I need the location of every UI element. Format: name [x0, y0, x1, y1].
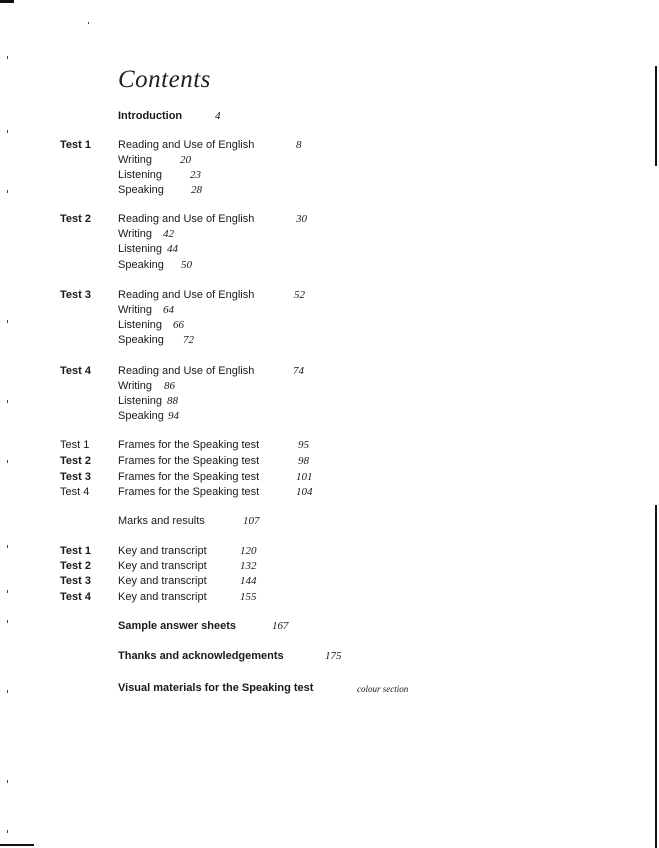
toc-item-page: 50	[181, 259, 192, 271]
toc-item[interactable]: Speaking	[118, 410, 164, 422]
toc-item-page: 66	[173, 319, 184, 331]
test-3-label: Test 3	[60, 289, 91, 301]
frames-test-2-label: Test 2	[60, 455, 91, 467]
toc-introduction[interactable]: Introduction	[118, 110, 183, 122]
toc-item[interactable]: Reading and Use of English	[118, 213, 255, 225]
toc-introduction-page: 4	[215, 110, 221, 122]
toc-sample-answer-sheets[interactable]: Sample answer sheets	[118, 620, 237, 632]
toc-frames-page: 98	[298, 455, 309, 467]
toc-key-item[interactable]: Key and transcript	[118, 560, 207, 572]
toc-key-page: 144	[240, 575, 257, 587]
toc-item[interactable]: Reading and Use of English	[118, 139, 255, 151]
toc-item-page: 30	[296, 213, 307, 225]
scan-dot	[7, 190, 8, 193]
scan-dot	[7, 460, 8, 463]
toc-item-page: 42	[163, 228, 174, 240]
test-2-label: Test 2	[60, 213, 91, 225]
scan-dot	[7, 590, 8, 593]
toc-item-page: 86	[164, 380, 175, 392]
toc-item-page: 52	[294, 289, 305, 301]
scan-dot	[7, 56, 8, 59]
toc-item[interactable]: Writing	[118, 380, 153, 392]
toc-key-page: 155	[240, 591, 257, 603]
right-edge-line-upper	[655, 66, 657, 166]
toc-item-page: 28	[191, 184, 202, 196]
frames-test-3-label: Test 3	[60, 471, 91, 483]
toc-sample-page: 167	[272, 620, 289, 632]
scan-dot	[7, 620, 8, 623]
frames-test-1-label: Test 1	[60, 439, 90, 451]
right-edge-line-lower	[655, 505, 657, 848]
toc-item[interactable]: Reading and Use of English	[118, 365, 255, 377]
scan-dot	[88, 22, 89, 24]
scan-dot	[7, 320, 8, 323]
toc-key-item[interactable]: Key and transcript	[118, 545, 207, 557]
toc-item-page: 44	[167, 243, 178, 255]
toc-item[interactable]: Reading and Use of English	[118, 289, 255, 301]
scan-dot	[7, 780, 8, 783]
scan-dot	[7, 130, 8, 133]
test-4-label: Test 4	[60, 365, 91, 377]
scan-dot	[7, 690, 8, 693]
page-title: Contents	[118, 66, 211, 93]
toc-item[interactable]: Listening	[118, 243, 163, 255]
toc-frames-page: 104	[296, 486, 313, 498]
toc-item-page: 8	[296, 139, 302, 151]
scan-dot	[7, 545, 8, 548]
toc-item[interactable]: Listening	[118, 169, 163, 181]
toc-item-page: 23	[190, 169, 201, 181]
toc-item[interactable]: Listening	[118, 319, 163, 331]
toc-item-page: 74	[293, 365, 304, 377]
toc-item-page: 64	[163, 304, 174, 316]
top-left-scan-mark	[0, 0, 14, 3]
toc-marks-and-results[interactable]: Marks and results	[118, 515, 205, 527]
frames-test-4-label: Test 4	[60, 486, 90, 498]
toc-frames-page: 101	[296, 471, 313, 483]
toc-item-page: 20	[180, 154, 191, 166]
toc-thanks-page: 175	[325, 650, 342, 662]
toc-thanks-and-acknowledgements[interactable]: Thanks and acknowledgements	[118, 650, 284, 662]
key-test-3-label: Test 3	[60, 575, 91, 587]
toc-visual-materials[interactable]: Visual materials for the Speaking test	[118, 682, 314, 694]
test-1-label: Test 1	[60, 139, 91, 151]
toc-item[interactable]: Speaking	[118, 184, 164, 196]
toc-item-page: 88	[167, 395, 178, 407]
toc-frames-page: 95	[298, 439, 309, 451]
scan-dot	[7, 400, 8, 403]
toc-frames-item[interactable]: Frames for the Speaking test	[118, 439, 260, 451]
toc-frames-item[interactable]: Frames for the Speaking test	[118, 471, 260, 483]
bottom-left-scan-line	[0, 844, 34, 846]
toc-item[interactable]: Speaking	[118, 259, 164, 271]
key-test-1-label: Test 1	[60, 545, 91, 557]
toc-item[interactable]: Listening	[118, 395, 163, 407]
toc-item[interactable]: Writing	[118, 228, 153, 240]
toc-item[interactable]: Speaking	[118, 334, 164, 346]
toc-visual-page: colour section	[357, 684, 409, 694]
scan-dot	[7, 830, 8, 833]
toc-item[interactable]: Writing	[118, 304, 153, 316]
toc-marks-page: 107	[243, 515, 260, 527]
toc-item-page: 94	[168, 410, 179, 422]
toc-frames-item[interactable]: Frames for the Speaking test	[118, 486, 260, 498]
toc-key-item[interactable]: Key and transcript	[118, 575, 207, 587]
toc-key-page: 132	[240, 560, 257, 572]
key-test-4-label: Test 4	[60, 591, 91, 603]
toc-item[interactable]: Writing	[118, 154, 153, 166]
toc-frames-item[interactable]: Frames for the Speaking test	[118, 455, 260, 467]
toc-key-item[interactable]: Key and transcript	[118, 591, 207, 603]
key-test-2-label: Test 2	[60, 560, 91, 572]
toc-key-page: 120	[240, 545, 257, 557]
toc-item-page: 72	[183, 334, 194, 346]
